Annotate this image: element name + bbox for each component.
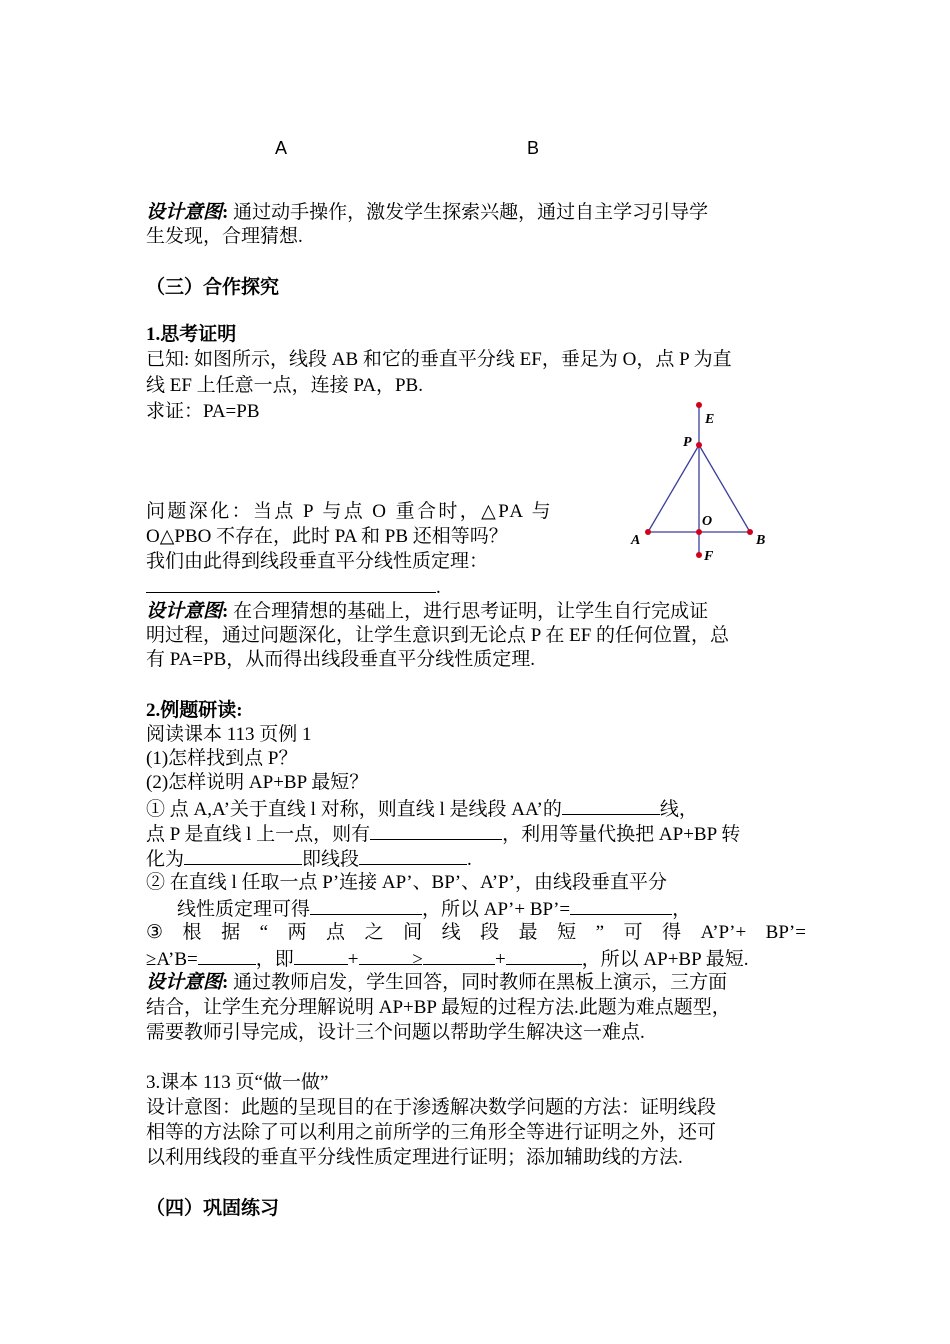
- label-f: F: [704, 549, 714, 564]
- blank-11[interactable]: [506, 946, 582, 965]
- blank-7[interactable]: [198, 946, 256, 965]
- doit-line3: 以利用线段的垂直平分线性质定理进行证明；添加辅助线的方法.: [146, 1147, 683, 1168]
- perpendicular-bisector-figure: [620, 395, 780, 565]
- blank-6[interactable]: [570, 896, 672, 915]
- segment-pa: [648, 445, 699, 532]
- intent-label: 设计意图: [146, 972, 223, 993]
- step3-line1: ③ 根 据 “ 两 点 之 间 线 段 最 短 ” 可 得 A’P’+ BP’=: [146, 922, 806, 943]
- design-intent-3-line1: 设计意图: 通过教师启发，学生回答，同时教师在黑板上演示，三方面: [146, 972, 728, 993]
- point-b: [747, 529, 753, 535]
- blank-5[interactable]: [310, 896, 422, 915]
- deepen-line2: O△PBO 不存在，此时 PA 和 PB 还相等吗？: [146, 526, 508, 547]
- step3-line2: ≥A’B= ，即 + ≥ + ，所以 AP+BP 最短.: [146, 946, 748, 972]
- doit-line1: 设计意图：此题的呈现目的在于渗透解决数学问题的方法：证明线段: [146, 1097, 717, 1118]
- theorem-blank-line: .: [146, 574, 441, 600]
- example-line1: 阅读课本 113 页例 1: [146, 724, 312, 745]
- design-intent-3-line2: 结合，让学生充分理解说明 AP+BP 最短的过程方法.此题为难点题型，: [146, 997, 731, 1018]
- blank-10[interactable]: [423, 946, 495, 965]
- blank-1[interactable]: [562, 796, 660, 815]
- step2-line2: 线性质定理可得 ，所以 AP’+ BP’= ，: [177, 896, 691, 922]
- example-heading: 2.例题研读:: [146, 700, 243, 721]
- design-intent-2-line2: 明过程，通过问题深化，让学生意识到无论点 P 在 EF 的任何位置，总: [146, 625, 730, 646]
- point-f: [696, 552, 702, 558]
- intent-label: 设计意图: [146, 202, 223, 223]
- design-intent-2-line1: 设计意图: 在合理猜想的基础上，进行思考证明，让学生自行完成证: [146, 601, 709, 622]
- prove-line: 求证：PA=PB: [146, 401, 260, 422]
- blank-4[interactable]: [359, 846, 467, 865]
- step1-line1: ① 点 A,A’关于直线 l 对称，则直线 l 是线段 AA’的 线，: [146, 796, 698, 822]
- blank-8[interactable]: [294, 946, 348, 965]
- point-a: [645, 529, 651, 535]
- given-line2: 线 EF 上任意一点，连接 PA，PB.: [146, 375, 423, 396]
- example-q2: (2)怎样说明 AP+BP 最短？: [146, 772, 369, 793]
- point-o: [696, 529, 702, 535]
- point-p: [696, 442, 702, 448]
- section-3-title: （三）合作探究: [146, 277, 280, 298]
- proof-heading: 1.思考证明: [146, 324, 237, 345]
- label-e: E: [705, 412, 715, 427]
- blank-3[interactable]: [184, 846, 302, 865]
- design-intent-3-line3: 需要教师引导完成，设计三个问题以帮助学生解决这一难点.: [146, 1022, 645, 1043]
- deepen-line1: 问题深化：当点 P 与点 O 重合时，△PA 与: [146, 501, 554, 522]
- label-o: O: [702, 514, 713, 529]
- design-intent-1-line1: 设计意图: 通过动手操作，激发学生探索兴趣，通过自主学习引导学: [146, 202, 709, 223]
- example-q1: (1)怎样找到点 P？: [146, 748, 298, 769]
- label-a-fig: A: [631, 533, 641, 548]
- theorem-blank[interactable]: [146, 574, 436, 593]
- step2-line1: ② 在直线 l 任取一点 P’连接 AP’、BP’、A’P’，由线段垂直平分: [146, 872, 667, 893]
- design-intent-2-line3: 有 PA=PB，从而得出线段垂直平分线性质定理.: [146, 649, 536, 670]
- design-intent-1-line2: 生发现，合理猜想.: [146, 226, 303, 247]
- step1-line3: 化为 即线段 .: [146, 846, 472, 872]
- doit-line2: 相等的方法除了可以利用之前所学的三角形全等进行证明之外，还可: [146, 1122, 717, 1143]
- theorem-line: 我们由此得到线段垂直平分线性质定理：: [146, 551, 489, 572]
- intent-label: 设计意图: [146, 601, 223, 622]
- section-4-title: （四）巩固练习: [146, 1198, 280, 1219]
- label-b-fig: B: [756, 533, 766, 548]
- label-a: A: [275, 138, 288, 158]
- point-e: [696, 402, 702, 408]
- given-line1: 已知: 如图所示，线段 AB 和它的垂直平分线 EF，垂足为 O，点 P 为直: [146, 349, 732, 370]
- step1-line2: 点 P 是直线 l 上一点，则有 ，利用等量代换把 AP+BP 转: [146, 821, 740, 847]
- blank-2[interactable]: [370, 821, 502, 840]
- doit-heading: 3.课本 113 页“做一做”: [146, 1072, 329, 1093]
- label-p: P: [683, 435, 692, 450]
- blank-9[interactable]: [359, 946, 413, 965]
- label-b: B: [527, 138, 540, 158]
